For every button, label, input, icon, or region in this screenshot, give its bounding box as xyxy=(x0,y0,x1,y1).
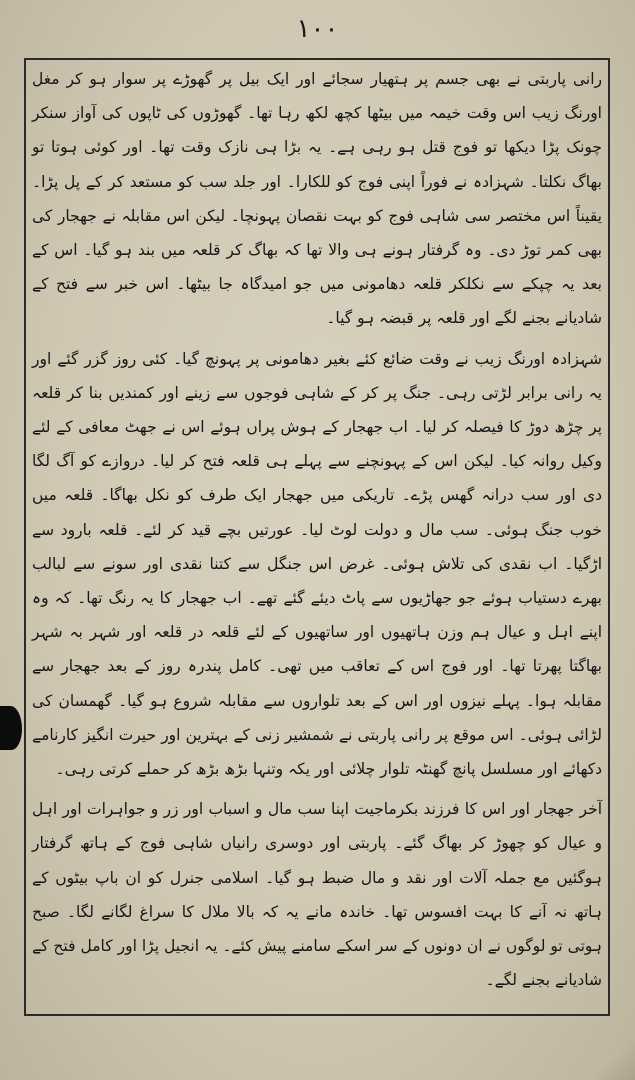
urdu-text-block xyxy=(32,62,602,1012)
ink-blot-mark xyxy=(0,706,22,750)
paragraph-3: آخر جھجار اور اس کا فرزند بکرماجیت اپنا سب مال و اسباب اور زر و جواہرات اور اہل و عیال کو چھوڑ کر بھاگ گئے۔ پاربتی اور دوسری رانیاں شاہی فوج کے ہاتھ گرفتار ہوگئیں مع جملہ آلات اور نقد و مال ضبط ہو گیا۔ اسلامی جنرل کو ان باپ بیٹوں کے ہاتھ نہ آنے کا بہت افسوس تھا۔ خاندہ مانے یہ کہ بالا ملال کا سراغ لگانے لگا۔ صبح ہوتی تو لوگوں نے ان دونوں کے سر اسکے سامنے پیش کئے۔ یہ انجیل پڑا اور کامل فتح کے شادیانے بجنے لگے۔ xyxy=(32,800,602,990)
paragraph-2: شہزادہ اورنگ زیب نے وقت ضائع کئے بغیر دھامونی پر پہونچ گیا۔ کئی روز گزر گئے اور یہ رانی برابر لڑتی رہی۔ جنگ پر کر کے شاہی فوجوں سے زینے اور کمندیں بنا کر قلعہ پر چڑھ دوڑ کا فیصلہ کر لیا۔ اب جھجار کے ہوش پراں ہوئے اس نے جھٹ معافی کے لئے وکیل روانہ کیا۔ لیکن اس کے پہونچنے سے پہلے ہی قلعہ فتح کر لیا۔ دروازے کو آگ لگا دی اور سب درانہ گھس پڑے۔ تاریکی میں جھجار ایک طرف کو نکل بھاگا۔ قلعہ میں خوب جنگ ہوئی۔ سب مال و دولت لوٹ لیا۔ عورتیں بچے قید کر لئے۔ قلعہ بارود سے اڑگیا۔ اب نقدی کی تلاش ہوئی۔ غرض اس جنگل سے کتنا نقدی اور سونے سے لبالب بھرے دستیاب ہوئے جو جھاڑیوں سے پاٹ دیئے گئے تھے۔ اب جھجار کا یہ رنگ تھا۔ کہ وہ اپنے اہل و عیال ہم وزن ہاتھیوں اور ساتھیوں کے لئے قلعہ در قلعہ اور شہر بہ شہر بھاگتا پھرتا تھا۔ اور فوج اس کے تعاقب میں تھی۔ کامل پندرہ روز کے بعد جھجار سے مقابلہ ہوا۔ پہلے نیزوں اور اس کے بعد تلواروں سے مقابلہ شروع ہو گیا۔ گھمسان کی لڑائی ہوئی۔ اس موقع پر رانی پاربتی نے شمشیر زنی کے بہترین اور حیرت انگیز کارنامے دکھائے اور مسلسل پانچ گھنٹہ تلوار چلائی اور یکہ وتنہا بڑھ بڑھ کر حملے کرتی رہی۔ xyxy=(32,349,602,779)
worn-page-corner xyxy=(575,1040,635,1080)
paragraph-1: رانی پاربتی نے بھی جسم پر ہتھیار سجائے اور ایک بیل پر گھوڑے پر سوار ہو کر مغل اورنگ زیب اس وقت خیمہ میں بیٹھا کچھ لکھ رہا تھا۔ گھوڑوں کی ٹاپوں کی آواز سنکر چونک پڑا دیکھا تو فوج قتل ہو رہی ہے۔ یہ بڑا ہی نازک وقت تھا۔ اور کوئی ہوتا تو بھاگ نکلتا۔ شہزادہ نے فوراً اپنی فوج کو للکارا۔ اور جلد سب کو مستعد کر کے پل پڑا۔ یقیناً اس مختصر سی شاہی فوج کو بہت نقصان پہونچا۔ لیکن اس مقابلہ نے جھجار کی بھی کمر توڑ دی۔ وہ گرفتار ہونے ہی والا تھا کہ بھاگ کر قلعہ میں بند ہو گیا۔ اس کے بعد یہ چپکے سے نکلکر قلعہ دھامونی میں جو امیدگاہ جا بیٹھا۔ اس خبر سے فتح کے شادیانے بجنے لگے اور قلعہ پر قبضہ ہو گیا۔ xyxy=(32,70,602,328)
page-number: ۱۰۰ xyxy=(296,14,339,44)
